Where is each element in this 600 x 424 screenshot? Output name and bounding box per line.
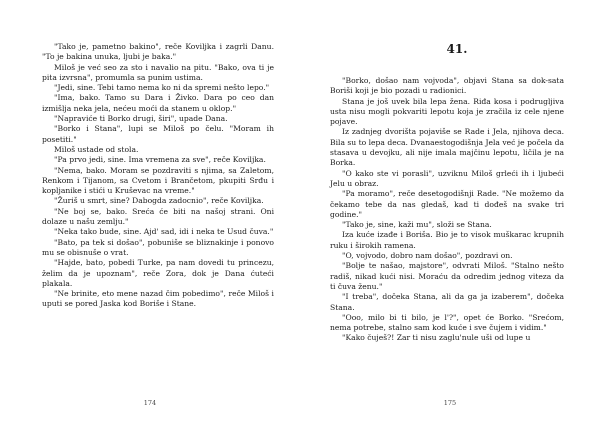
paragraph: "Nema, bako. Moram se pozdraviti s njima, sa Zaletom, Renkom i Tijanom, sa Cvetom i Brančetom, pkupiti Srđu i kopljanike i stići u Kruševac na vreme." [42,165,274,196]
right-page-text [330,76,564,344]
paragraph: "Pa prvo jedi, sine. Ima vremena za sve", reče Koviljka. [54,155,266,165]
paragraph: Stana je još uvek bila lepa žena. Riđa kosa i podrugljiva usta nisu mogli pokvariti lepotu koja je zračila iz cele njene pojave. [330,96,564,127]
paragraph: "Napraviće ti Borko drugi, širi", upade Dana. [54,114,228,124]
paragraph: "Pa moramo", reče desetogodišnji Rade. "Ne možemo da čekamo tebe da nas gledaš, kad ti dođeš na svake tri godine." [330,189,564,219]
paragraph: "O kako ste vi porasli", uzviknu Miloš grleći ih i ljubeći Jelu u obraz. [330,168,564,188]
paragraph: "Ima, bako. Tamo su Dara i Živko. Dara po ceo dan izmišlja neka jela, nećeu moći da stanem u oklop." [42,93,274,113]
paragraph: "Borko, došao nam vojvoda", objavi Stana sa dok-sata Boriši koji je bio pozadi u radionici. [330,76,564,96]
paragraph: "Bato, pa tek si došao", pobuniše se bliznakinje i ponovo mu se obisnuše o vrat. [42,237,274,257]
paragraph: "Jedi, sine. Tebi tamo nema ko ni da spremi nešto lepo." [54,83,270,93]
paragraph: "Kako čuješ?! Zar ti nisu zaglu'nule uši od lupe u [342,333,531,343]
paragraph: "Hajde, bato, pobedi Turke, pa nam dovedi tu princezu, želim da je upoznam", reče Zora, dok je Dana ćuteći plakala. [42,258,274,288]
paragraph: Miloš ustade od stola. [54,144,139,154]
paragraph: "O, vojvodo, dobro nam došao", pozdravi on. [342,251,513,261]
paragraph: "Ne boj se, bako. Sreća će biti na našoj strani. Oni dolaze u našu zemlju." [42,206,274,227]
paragraph: "Ne brinite, eto mene nazad čim pobedimo", reče Miloš i uputi se pored Jaska kod Boriše i Stane. [42,289,274,309]
paragraph: "Žuriš u smrt, sine? Dabogda zadocnio", reče Koviljka. [54,196,264,206]
chapter-title: 41. [446,42,468,56]
paragraph: "Neka tako bude, sine. Ajd' sad, idi i neka te Usud čuva." [54,227,274,237]
paragraph: "I treba", dočeka Stana, ali da ga ja izaberem", dočeka Stana. [330,292,564,312]
paragraph: "Ooo, milo bi ti bilo, je l'?", opet će Borko. "Srećom, nema potrebe, stalno sam kod kuće i sve čujem i vidim." [330,312,564,333]
left-page-number: 174 [143,399,157,407]
paragraph: Iz zadnjeg dvorišta pojaviše se Rade i Jela, njihova deca. Bila su to lepa deca. Dvanaestogodišnja Jela već je počela da stasava u devojku, ali nije imala majčinu lepotu, ličila je na Borka. [330,127,565,168]
paragraph: Miloš je već sео za sto i navalio na pitu. "Bako, ova ti je pita izvrsna", promumla sa punim ustima. [42,62,274,82]
right-page [300,0,600,424]
paragraph: "Bolje te našao, majstore", odvrati Miloš. "Stalno nešto radiš, nikad kući nisi. Moraću da odredim jednog viteza da ti čuva ženu." [330,261,564,291]
paragraph: "Tako je, pametno bakino", reče Koviljka i zagrli Danu. "To je bakina unuka, ljubi je baka." [42,42,274,62]
paragraph: Iza kuće izađe i Boriša. Bio je to visok muškarac krupnih ruku i širokih ramena. [330,230,564,250]
right-page-number: 175 [443,399,457,407]
paragraph: "Tako je, sine, kaži mu", složi se Stana. [342,220,492,230]
left-page-text [42,42,274,310]
paragraph: "Borko i Stana", lupi se Miloš po čelu. "Moram ih posetiti." [42,124,274,144]
